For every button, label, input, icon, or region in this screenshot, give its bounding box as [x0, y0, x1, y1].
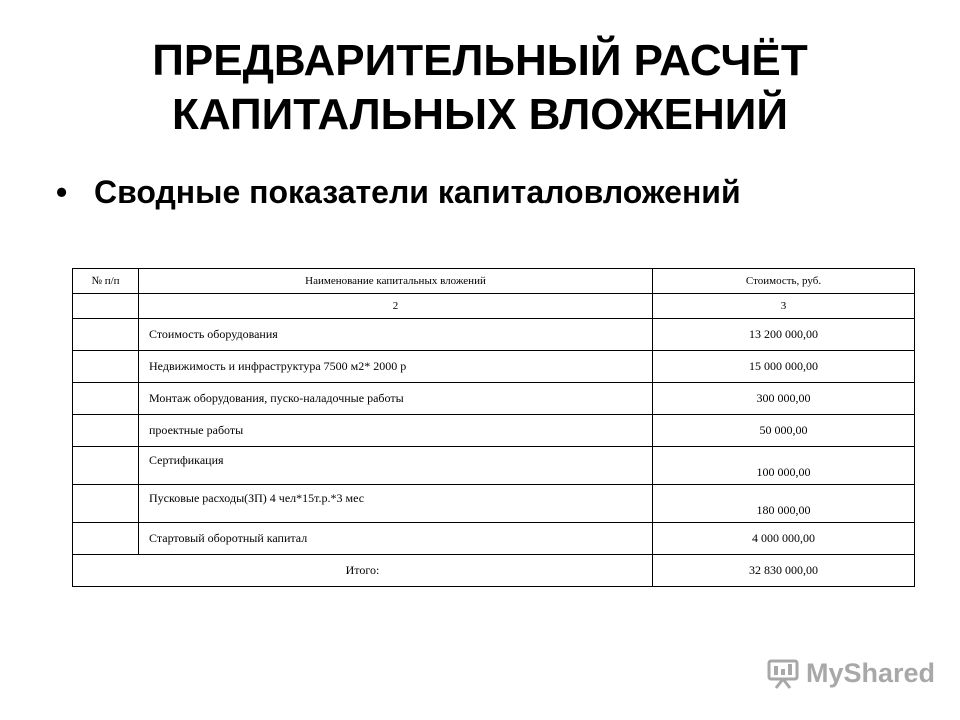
- row-name-cell: Недвижимость и инфраструктура 7500 м2* 2000 р: [139, 351, 653, 383]
- row-cost-cell: 100 000,00: [653, 447, 915, 485]
- row-num-cell: [73, 319, 139, 351]
- table-row: [73, 523, 915, 555]
- table-row: [73, 447, 915, 485]
- total-label-cell: Итого:: [73, 555, 653, 587]
- row-cost-cell: 4 000 000,00: [653, 523, 915, 555]
- row-name-cell: проектные работы: [139, 415, 653, 447]
- slide-title-line2: КАПИТАЛЬНЫХ ВЛОЖЕНИЙ: [172, 90, 788, 139]
- column-number-cell: 2: [139, 294, 653, 319]
- row-name-cell: Пусковые расходы(ЗП) 4 чел*15т.р.*3 мес: [139, 485, 653, 523]
- slide-title: [0, 34, 960, 142]
- column-number-row: [73, 294, 915, 319]
- header-cell-cost: Стоимость, руб.: [653, 269, 915, 294]
- row-num-cell: [73, 383, 139, 415]
- row-name-cell: Стоимость оборудования: [139, 319, 653, 351]
- header-cell-name: Наименование капитальных вложений: [139, 269, 653, 294]
- row-cost-cell: 300 000,00: [653, 383, 915, 415]
- row-name-cell: Монтаж оборудования, пуско-наладочные работы: [139, 383, 653, 415]
- table-total-row: [73, 555, 915, 587]
- table-row: [73, 415, 915, 447]
- row-cost-cell: 180 000,00: [653, 485, 915, 523]
- presentation-board-icon: [766, 656, 800, 690]
- table-row: [73, 319, 915, 351]
- row-cost-cell: 15 000 000,00: [653, 351, 915, 383]
- table-row: [73, 485, 915, 523]
- table-row: [73, 351, 915, 383]
- watermark: [766, 656, 935, 690]
- watermark-text: MyShared: [806, 657, 936, 688]
- column-number-cell: [73, 294, 139, 319]
- row-cost-cell: 50 000,00: [653, 415, 915, 447]
- row-name-cell: Сертификация: [139, 447, 653, 485]
- row-cost-cell: 13 200 000,00: [653, 319, 915, 351]
- table-header-row: [73, 269, 915, 294]
- table-row: [73, 383, 915, 415]
- header-cell-num: № п/п: [73, 269, 139, 294]
- column-number-cell: 3: [653, 294, 915, 319]
- row-num-cell: [73, 415, 139, 447]
- row-num-cell: [73, 447, 139, 485]
- capex-table: [72, 268, 915, 587]
- row-num-cell: [73, 485, 139, 523]
- row-num-cell: [73, 523, 139, 555]
- slide-title-line1: ПРЕДВАРИТЕЛЬНЫЙ РАСЧЁТ: [152, 36, 808, 85]
- total-cost-cell: 32 830 000,00: [653, 555, 915, 587]
- bullet-dot-icon: •: [56, 174, 68, 210]
- bullet-text: Сводные показатели капиталовложений: [94, 174, 741, 210]
- row-name-cell: Стартовый оборотный капитал: [139, 523, 653, 555]
- row-num-cell: [73, 351, 139, 383]
- bullet-item: [56, 172, 741, 212]
